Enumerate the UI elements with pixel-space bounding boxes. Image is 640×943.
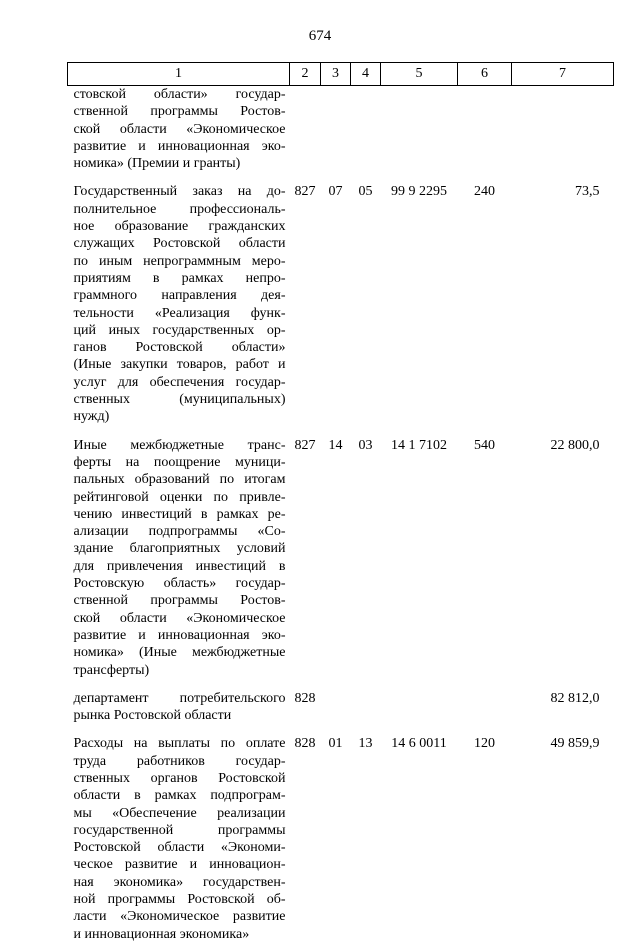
description-line: трансферты) — [73, 662, 150, 678]
amount-cell — [512, 86, 614, 173]
description-line: Расходы на выплаты по оплате — [73, 736, 286, 752]
description-line: ственных (муниципальных) — [73, 392, 286, 408]
table-row — [68, 724, 614, 943]
description-line: полнительное профессиональ- — [73, 201, 286, 217]
table-row — [68, 426, 614, 679]
target-article-cell — [381, 679, 458, 725]
description-line: труда работников государ- — [73, 753, 286, 769]
amount-cell: 49 859,9 — [550, 736, 600, 752]
row-description — [68, 679, 290, 725]
section-code-cell: 07 — [328, 184, 343, 200]
description-line: ализации подпрограммы «Со- — [73, 524, 286, 540]
row-description — [68, 86, 290, 173]
description-line: ской области «Экономическое — [73, 610, 286, 626]
row-description — [68, 426, 290, 679]
description-line: ственных органов Ростовской — [73, 770, 286, 786]
description-line: тельности «Реализация функ- — [73, 305, 286, 321]
subsection-code-cell — [351, 679, 381, 725]
description-line: департамент потребительского — [73, 690, 286, 706]
description-line: Ростовской области «Экономи- — [73, 840, 286, 856]
description-line: Ростовскую область» государ- — [73, 576, 286, 592]
description-line: номика» (Премии и гранты) — [73, 156, 241, 172]
description-line: ной программы Ростовской об- — [73, 892, 286, 908]
subsection-code-cell: 05 — [358, 184, 373, 200]
description-line: и инновационная экономика» — [73, 926, 250, 942]
description-line: мы «Обеспечение реализации — [73, 805, 286, 821]
description-line: развитие и инновационная эко- — [73, 138, 286, 154]
row-description — [68, 724, 290, 943]
column-header: 4 — [351, 63, 381, 86]
description-line: ласти «Экономическое развитие — [73, 909, 286, 925]
column-header: 6 — [458, 63, 512, 86]
ministry-code-cell: 828 — [294, 690, 316, 706]
description-line: граммного направления дея- — [73, 288, 286, 304]
subsection-code-cell: 13 — [358, 736, 373, 752]
description-line: услуг для обеспечения государ- — [73, 374, 286, 390]
description-line: ственной программы Ростов- — [73, 593, 286, 609]
target-article-cell — [381, 86, 458, 173]
description-line: рынка Ростовской области — [73, 708, 232, 724]
column-header: 1 — [68, 63, 290, 86]
description-line: ное образование гражданских — [73, 219, 286, 235]
description-line: развитие и инновационная эко- — [73, 627, 286, 643]
section-code-cell: 14 — [328, 437, 343, 453]
column-header: 3 — [321, 63, 351, 86]
section-code-cell — [321, 86, 351, 173]
ministry-code-cell: 827 — [294, 184, 316, 200]
target-article-cell: 99 9 2295 — [391, 184, 447, 200]
expense-type-cell — [458, 679, 512, 725]
expense-type-cell: 120 — [474, 736, 495, 752]
description-line: номика» (Иные межбюджетные — [73, 645, 286, 661]
description-line: Государственный заказ на до- — [73, 184, 286, 200]
description-line: ферты на поощрение муници- — [73, 454, 286, 470]
description-line: приятиям в рамках непро- — [73, 270, 286, 286]
description-line: рейтинговой оценки по привле- — [73, 489, 286, 505]
ministry-code-cell: 828 — [294, 736, 316, 752]
description-line: Иные межбюджетные транс- — [73, 437, 286, 453]
target-article-cell: 14 1 7102 — [391, 437, 447, 453]
ministry-code-cell: 827 — [294, 437, 316, 453]
description-line: ций иных государственных ор- — [73, 322, 286, 338]
expense-type-cell: 240 — [474, 184, 495, 200]
description-line: ской области «Экономическое — [73, 121, 286, 137]
table-row — [68, 172, 614, 425]
budget-table — [67, 62, 614, 943]
column-header: 2 — [290, 63, 321, 86]
row-description — [68, 172, 290, 425]
table-row — [68, 86, 614, 173]
description-line: пальных образований по итогам — [73, 472, 286, 488]
section-code-cell: 01 — [328, 736, 343, 752]
column-header: 7 — [512, 63, 614, 86]
expense-type-cell: 540 — [474, 437, 495, 453]
column-header: 5 — [381, 63, 458, 86]
description-line: ная экономика» государствен- — [73, 874, 286, 890]
page-number: 674 — [308, 28, 332, 44]
section-code-cell — [321, 679, 351, 725]
description-line: по иным непрограммным меро- — [73, 253, 286, 269]
table-body — [68, 86, 614, 943]
ministry-code-cell — [290, 86, 321, 173]
description-line: служащих Ростовской области — [73, 236, 286, 252]
description-line: ственной программы Ростов- — [73, 104, 286, 120]
description-line: нужд) — [73, 409, 110, 425]
description-line: (Иные закупки товаров, работ и — [73, 357, 286, 373]
table-row — [68, 679, 614, 725]
expense-type-cell — [458, 86, 512, 173]
amount-cell: 73,5 — [575, 184, 600, 200]
subsection-code-cell: 03 — [358, 437, 373, 453]
target-article-cell: 14 6 0011 — [391, 736, 447, 752]
description-line: ческое развитие и инновацион- — [73, 857, 286, 873]
description-line: стовской области» государ- — [73, 87, 286, 102]
description-line: государственной программы — [73, 822, 286, 838]
table-header-row — [68, 63, 614, 86]
description-line: ганов Ростовской области» — [73, 340, 286, 356]
amount-cell: 82 812,0 — [550, 690, 600, 706]
description-line: области в рамках подпрограм- — [73, 788, 286, 804]
subsection-code-cell — [351, 86, 381, 173]
description-line: здание благоприятных условий — [73, 541, 286, 557]
amount-cell: 22 800,0 — [550, 437, 600, 453]
description-line: чению инвестиций в рамках ре- — [73, 506, 286, 522]
description-line: для привлечения инвестиций в — [73, 558, 286, 574]
